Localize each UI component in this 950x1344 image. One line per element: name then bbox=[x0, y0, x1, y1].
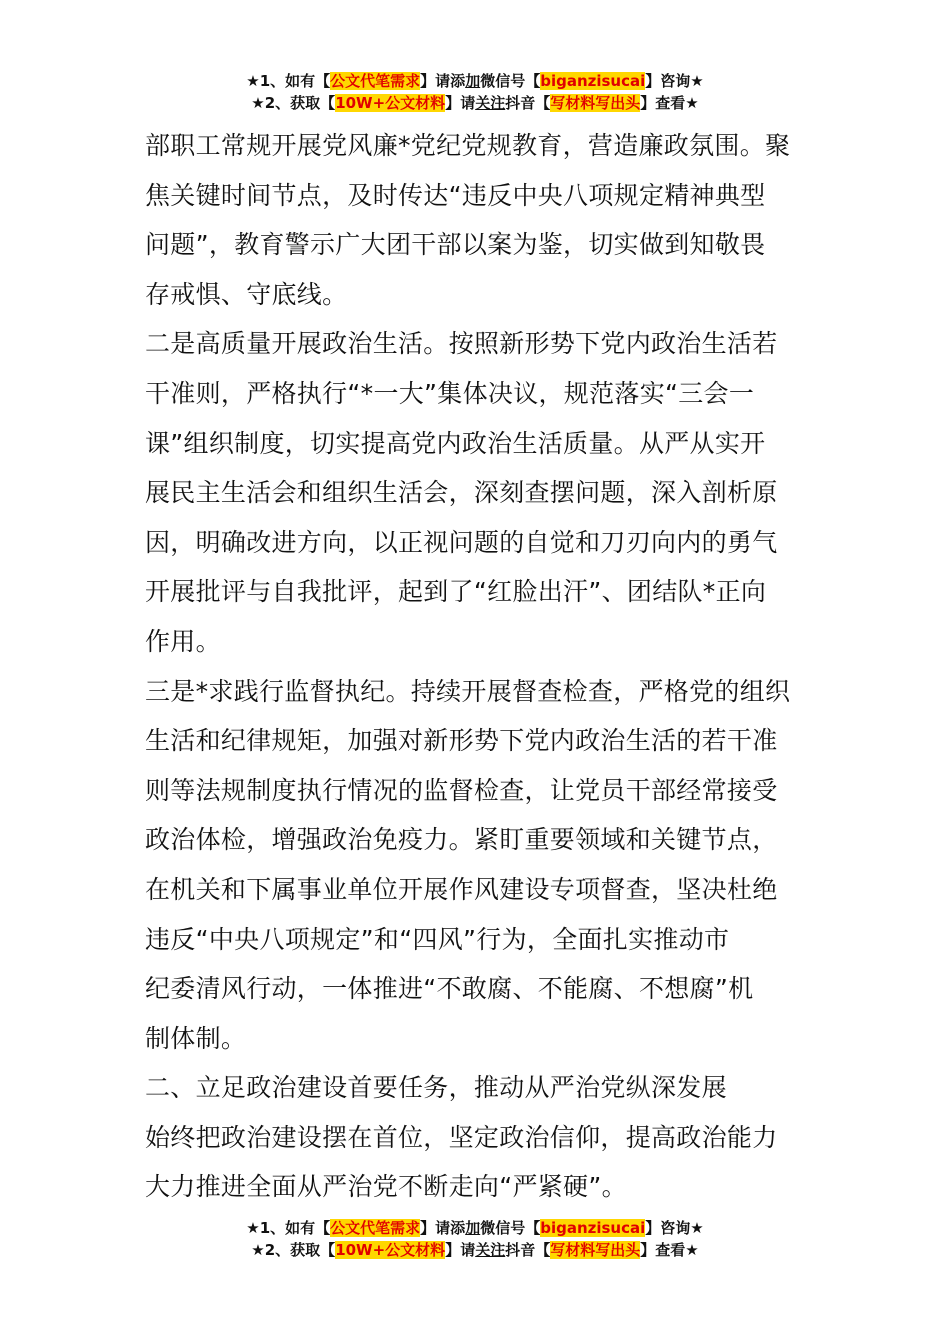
body-line: 生活和纪律规矩，加强对新形势下党内政治生活的若干准 bbox=[145, 726, 778, 756]
banner-text: ★2、获取【 bbox=[251, 94, 336, 112]
body-line: 制体制。 bbox=[145, 1023, 247, 1053]
banner-text: ★2、获取【 bbox=[251, 1241, 336, 1259]
body-line: 部职工常规开展党风廉*党纪党规教育，营造廉政氛围。聚 bbox=[145, 131, 791, 160]
banner-text: ★1、如有【 bbox=[246, 72, 331, 90]
banner-text: 】请添 bbox=[420, 1219, 466, 1237]
body-line: 大力推进全面从严治党不断走向“严紧硬”。 bbox=[145, 1172, 627, 1202]
body-line: 问题”，教育警示广大团干部以案为鉴，切实做到知敬畏 bbox=[145, 230, 766, 260]
banner-line-1 bbox=[0, 1217, 950, 1239]
banner-highlight-douyin-id: 写材料写出头 bbox=[550, 94, 641, 112]
banner-underlined-text: 加 bbox=[465, 72, 481, 90]
banner-text: 】咨询★ bbox=[645, 1219, 704, 1237]
banner-text: 】请 bbox=[445, 1241, 476, 1259]
banner-highlight: 公文代笔需求 bbox=[330, 1219, 421, 1237]
banner-text: 】查看★ bbox=[640, 1241, 699, 1259]
section-heading: 二、立足政治建设首要任务，推动从严治党纵深发展 bbox=[145, 1073, 727, 1103]
banner-text: ★1、如有【 bbox=[246, 1219, 331, 1237]
body-line: 违反“中央八项规定”和“四风”行为，全面扎实推动市 bbox=[145, 924, 730, 954]
banner-highlight-wechat-id: biganzisucai bbox=[540, 1219, 646, 1237]
banner-line-1 bbox=[0, 70, 950, 92]
body-line: 三是*求践行监督执纪。持续开展督查检查，严格党的组织 bbox=[145, 676, 791, 706]
document-body bbox=[145, 121, 810, 1212]
body-line: 二是高质量开展政治生活。按照新形势下党内政治生活若 bbox=[145, 329, 778, 359]
footer-banner bbox=[0, 1217, 950, 1261]
banner-text: 抖音【 bbox=[505, 1241, 551, 1259]
banner-text: 微信号【 bbox=[480, 1219, 541, 1237]
body-line: 干准则，严格执行“*一大”集体决议，规范落实“三会一 bbox=[145, 378, 755, 408]
banner-text: 】请 bbox=[445, 94, 476, 112]
banner-underlined-text: 关注 bbox=[475, 94, 506, 112]
body-line: 开展批评与自我批评，起到了“红脸出汗”、团结队*正向 bbox=[145, 577, 767, 607]
banner-text: 】咨询★ bbox=[645, 72, 704, 90]
body-line: 因，明确改进方向，以正视问题的自觉和刀刃向内的勇气 bbox=[145, 527, 778, 557]
body-line: 展民主生活会和组织生活会，深刻查摆问题，深入剖析原 bbox=[145, 478, 778, 508]
body-line: 纪委清风行动，一体推进“不敢腐、不能腐、不想腐”机 bbox=[145, 974, 754, 1004]
body-line: 存戒惧、守底线。 bbox=[145, 279, 348, 309]
body-line: 作用。 bbox=[145, 626, 221, 656]
banner-highlight: 10W+公文材料 bbox=[335, 1241, 446, 1259]
banner-line-2 bbox=[0, 92, 950, 114]
body-line: 政治体检，增强政治免疫力。紧盯重要领域和关键节点， bbox=[145, 825, 778, 855]
body-line: 课”组织制度，切实提高党内政治生活质量。从严从实开 bbox=[145, 428, 766, 458]
header-banner bbox=[0, 70, 950, 114]
banner-underlined-text: 关注 bbox=[475, 1241, 506, 1259]
banner-text: 抖音【 bbox=[505, 94, 551, 112]
body-line: 在机关和下属事业单位开展作风建设专项督查，坚决杜绝 bbox=[145, 874, 778, 904]
body-line: 则等法规制度执行情况的监督检查，让党员干部经常接受 bbox=[145, 775, 778, 805]
banner-highlight-wechat-id: biganzisucai bbox=[540, 72, 646, 90]
banner-highlight: 公文代笔需求 bbox=[330, 72, 421, 90]
body-line: 焦关键时间节点，及时传达“违反中央八项规定精神典型 bbox=[145, 180, 766, 210]
body-line: 始终把政治建设摆在首位，坚定政治信仰，提高政治能力 bbox=[145, 1122, 778, 1152]
banner-text: 】查看★ bbox=[640, 94, 699, 112]
banner-line-2 bbox=[0, 1239, 950, 1261]
banner-underlined-text: 加 bbox=[465, 1219, 481, 1237]
banner-highlight-douyin-id: 写材料写出头 bbox=[550, 1241, 641, 1259]
banner-highlight: 10W+公文材料 bbox=[335, 94, 446, 112]
banner-text: 】请添 bbox=[420, 72, 466, 90]
banner-text: 微信号【 bbox=[480, 72, 541, 90]
